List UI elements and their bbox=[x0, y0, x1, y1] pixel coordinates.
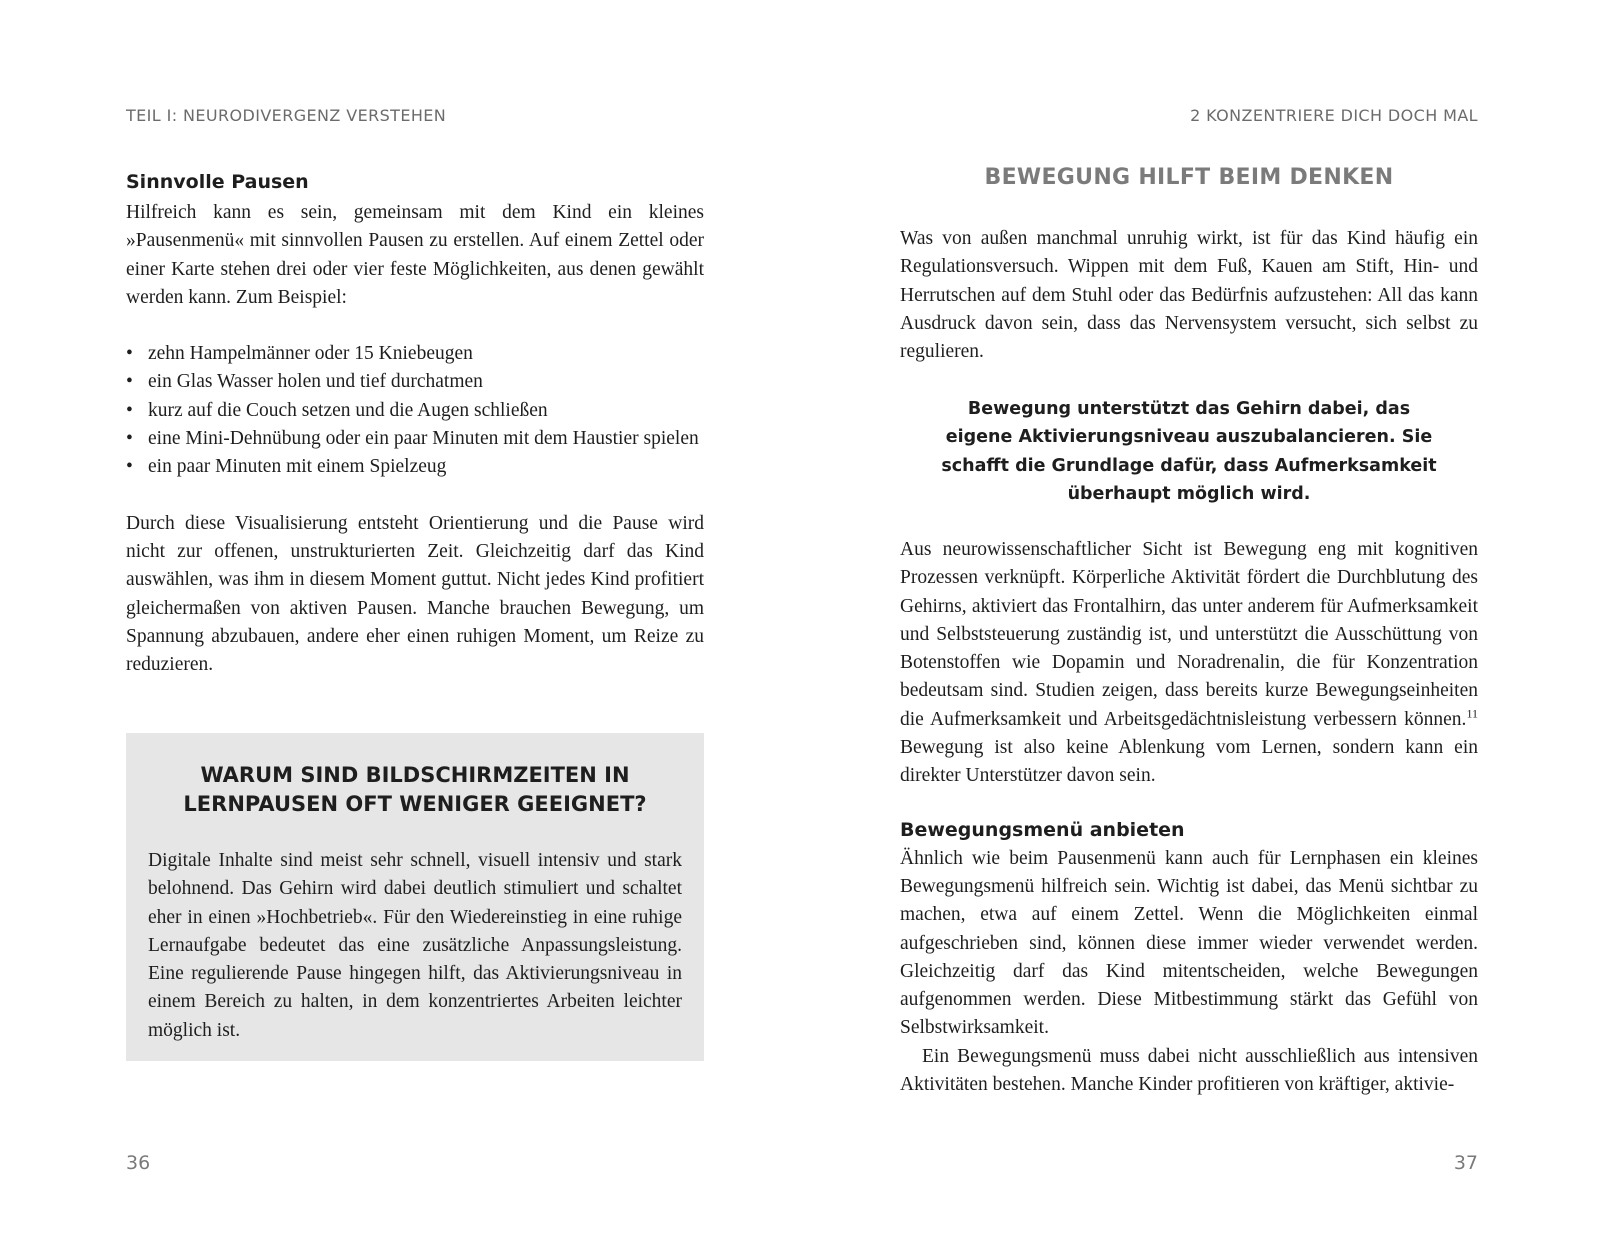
list-item: • ein paar Minuten mit einem Spielzeug bbox=[126, 453, 704, 481]
right-text-block-top bbox=[900, 225, 1478, 366]
left-page bbox=[126, 0, 704, 1257]
page-number-right: 37 bbox=[1453, 1152, 1478, 1174]
paragraph-bewegungsmenue: Ähnlich wie beim Pausenmenü kann auch für Lernphasen ein kleines Bewegungsmenü hilfreich sein. Wichtig ist dabei, das Menü sichtbar zu machen, etwa auf einem Zettel. Wenn die Möglichkeiten einmal aufgeschrieben sind, können diese immer wieder verwendet werden. Gleichzeitig darf das Kind mitentscheiden, welche Bewegungen aufgenommen werden. Diese Mitbestimmung stärkt das Gefühl von Selbstwirksamkeit. bbox=[900, 847, 1478, 1039]
footnote-reference: 11 bbox=[1466, 706, 1478, 721]
list-item: • zehn Hampelmänner oder 15 Kniebeugen bbox=[126, 340, 704, 368]
paragraph-neurowissenschaft-end: Bewegung ist also keine Ablenkung vom Lernen, sondern kann ein direkter Unterstützer davon sein. bbox=[900, 737, 1478, 787]
paragraph-neurowissenschaft bbox=[900, 536, 1478, 791]
right-page bbox=[900, 0, 1478, 1257]
running-head-right: 2 KONZENTRIERE DICH DOCH MAL bbox=[1190, 106, 1478, 125]
paragraph-regulationsversuch: Was von außen manchmal unruhig wirkt, ist für das Kind häufig ein Regulationsversuch. Wippen mit dem Fuß, Kauen am Stift, Hin- und Herrutschen auf dem Stuhl oder das Bedürfnis aufzustehen: All das kann Ausdruck davon sein, dass das Nervensystem versucht, sich selbst zu regulieren. bbox=[900, 228, 1478, 363]
intro-paragraph: Hilfreich kann es sein, gemeinsam mit dem Kind ein kleines »Pausenmenü« mit sinnvollen Pausen zu erstellen. Auf einem Zettel oder einer Karte stehen drei oder vier feste Möglichkeiten, aus denen gewählt werden kann. Zum Beispiel: bbox=[126, 202, 704, 308]
chapter-heading: BEWEGUNG HILFT BEIM DENKEN bbox=[984, 165, 1394, 190]
section-heading-sinnvolle-pausen: Sinnvolle Pausen bbox=[126, 171, 309, 193]
list-item: • kurz auf die Couch setzen und die Augen schließen bbox=[126, 397, 704, 425]
list-item: • eine Mini-Dehnübung oder ein paar Minuten mit dem Haustier spielen bbox=[126, 425, 704, 453]
right-text-block-bottom bbox=[900, 536, 1478, 1099]
subheading-bewegungsmenue: Bewegungsmenü anbieten bbox=[900, 818, 1185, 841]
paragraph-visualisierung: Durch diese Visualisierung entsteht Orientierung und die Pause wird nicht zur offenen, unstrukturierten Zeit. Gleichzeitig darf das Kind auswählen, was ihm in diesem Moment guttut. Nicht jedes Kind profitiert gleichermaßen von aktiven Pausen. Manche brauchen Bewegung, um Spannung abzubauen, andere eher einen ruhigen Moment, um Reize zu reduzieren. bbox=[126, 512, 704, 676]
left-text-block bbox=[126, 169, 704, 679]
paragraph-intensive-aktivitaeten: Ein Bewegungsmenü muss dabei nicht ausschließlich aus intensiven Aktivitäten bestehen. Manche Kinder profitieren von kräftiger, aktivie- bbox=[900, 1045, 1478, 1096]
paragraph-neurowissenschaft-text: Aus neurowissenschaftlicher Sicht ist Bewegung eng mit kognitiven Prozessen verknüpft. Körperliche Aktivität fördert die Durchblutung des Gehirns, aktiviert das Frontalhirn, das unter anderem für Aufmerksamkeit und Selbststeuerung zuständig ist, und unterstützt die Ausschüttung von Botenstoffen wie Dopamin und Noradrenalin, die für Konzentration bedeutsam sind. Studien zeigen, dass bereits kurze Bewegungseinheiten die Aufmerksamkeit und Arbeitsgedächtnisleistung verbessern können. bbox=[900, 539, 1478, 730]
info-box-title-line1: WARUM SIND BILDSCHIRMZEITEN IN bbox=[200, 763, 630, 787]
highlight-quote: Bewegung unterstützt das Gehirn dabei, das eigene Aktivierungsniveau auszubalancieren. Sie schafft die Grundlage dafür, dass Aufmerksamkeit überhaupt möglich wird. bbox=[941, 399, 1437, 504]
info-box-text: Digitale Inhalte sind meist sehr schnell, visuell intensiv und stark belohnend. Das Gehirn wird dabei deutlich stimuliert und schaltet eher in einen »Hochbetrieb«. Für den Wiedereinstieg in eine ruhige Lernaufgabe bedeutet das eine zusätzliche Anpassungsleistung. Eine regulierende Pause hingegen hilft, das Aktivierungsniveau in einem Bereich zu halten, in dem konzentriertes Arbeiten leichter möglich ist. bbox=[148, 850, 682, 1041]
page-number-left: 36 bbox=[126, 1152, 151, 1174]
list-item: • ein Glas Wasser holen und tief durchatmen bbox=[126, 368, 704, 396]
info-box-title-line2: LERNPAUSEN OFT WENIGER GEEIGNET? bbox=[183, 792, 647, 816]
pause-options-list bbox=[126, 340, 704, 481]
running-head-left: TEIL I: NEURODIVERGENZ VERSTEHEN bbox=[126, 106, 447, 125]
info-box-title bbox=[126, 761, 704, 819]
info-box-bildschirmzeiten bbox=[126, 733, 704, 1061]
